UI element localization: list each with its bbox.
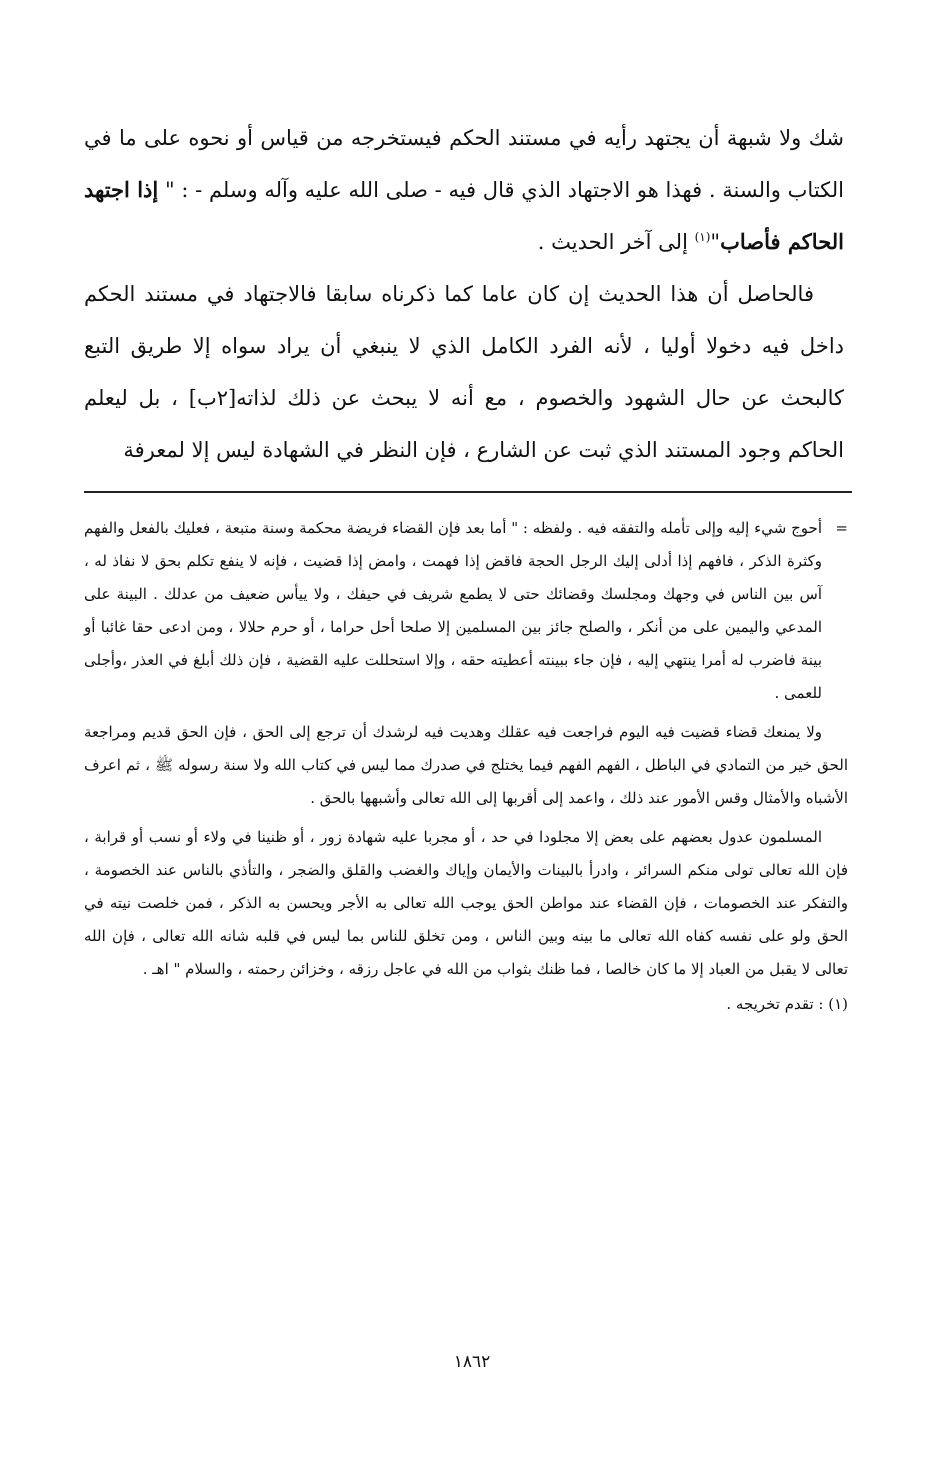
main-paragraph-2: فالحاصل أن هذا الحديث إن كان عاما كما ذكرناه سابقا فالاجتهاد في مستند الحكم داخل فيه دخولا أوليا ، لأنه الفرد الكامل الذي لا ينبغي أن يراد سواه إلا طريق التبع كالبحث عن حال الشهود والخصوم ، مع أنه لا يبحث عن ذلك لذاته[٢ب] ، بل ليعلم الحاكم وجود المستند الذي ثبت عن الشارع ، فإن النظر في الشهادة ليس إلا لمعرفة	[84, 282, 844, 462]
main-paragraph-1-tail: إلى آخر الحديث .	[537, 230, 695, 254]
continuation-mark: =	[835, 519, 848, 537]
page-number: ١٨٦٢	[453, 1352, 491, 1372]
hadith-quote-close: "	[710, 230, 721, 254]
footnote-paragraph-3: المسلمون عدول بعضهم على بعض إلا مجلودا في حد ، أو مجربا عليه شهادة زور ، أو ظنينا في ولاء أو نسب أو قرابة ، فإن الله تعالى تولى منكم السرائر ، وادرأ بالبينات والأيمان وإياك والغضب والقلق والضجر ، والتأذي بالناس عند الخصومة ، والتفكر عند الخصومات ، فإن القضاء عند مواطن الحق يوجب الله تعالى به الأجر ويحسن به الذكر ، فمن خلصت نيته في الحق ولو على نفسه كفاه الله تعالى ما بينه وبين الناس ، ومن تخلق للناس بما ليس في قلبه شانه الله تعالى ، فإن الله تعالى لا يقبل من العباد إلا ما كان خالصا ، فما ظنك بثواب من الله في عاجل رزقه ، وخزائن رحمته ، والسلام " اهـ .	[84, 828, 848, 978]
footnote-1: (١) : تقدم تخريجه .	[726, 995, 848, 1013]
footnote-continuation	[84, 512, 848, 710]
hadith-quote: إذا اجتهد الحاكم فأصاب	[84, 177, 844, 254]
main-paragraph-1-text: شك ولا شبهة أن يجتهد رأيه في مستند الحكم فيستخرجه من قياس أو نحوه على ما في الكتاب والسنة . فهذا هو الاجتهاد الذي قال فيه - صلى الله عليه وآله وسلم - : "	[84, 126, 845, 202]
main-text-block	[84, 112, 844, 476]
footnote-continuation-text: أحوج شيء إليه وإلى تأمله والتفقه فيه . ولفظه : " أما بعد فإن القضاء فريضة محكمة وسنة متبعة ، فعليك بالفعل والفهم وكثرة الذكر ، فافهم إذا أدلى إليك الرجل الحجة فاقض إذا فهمت ، وامض إذا قضيت ، فإنه لا ينفع تكلم بحق لا نفاذ له ، آس بين الناس في وجهك ومجلسك وقضائك حتى لا يطمع شريف في حيفك ، ولا ييأس ضعيف من عدلك . البينة على المدعي واليمين على من أنكر ، والصلح جائز بين المسلمين إلا صلحا أحل حراما ، أو حرم حلالا ، ومن ادعى حقا غائبا أو بينة فاضرب له أمرا ينتهي إليه ، فإن جاء ببينته أعطيته حقه ، وإلا استحللت عليه القضية ، فإن ذلك أبلغ في العذر ،وأجلى للعمى .	[84, 519, 822, 702]
footnote-reference[interactable]: (١)	[694, 230, 711, 244]
main-paragraph-1	[84, 112, 844, 268]
footnote-divider	[84, 491, 852, 493]
footnote-paragraph-2: ولا يمنعك قضاء قضيت فيه اليوم فراجعت فيه عقلك وهديت فيه لرشدك أن ترجع إلى الحق ، فإن الحق قديم ومراجعة الحق خير من التمادي في الباطل ، الفهم الفهم فيما يختلج في صدرك مما ليس في كتاب الله ولا سنة رسوله ﷺ ، ثم اعرف الأشباه والأمثال وقس الأمور عند ذلك ، واعمد إلى أقربها إلى الله تعالى وأشبهها بالحق .	[84, 723, 848, 807]
footnotes-block	[84, 512, 848, 1021]
